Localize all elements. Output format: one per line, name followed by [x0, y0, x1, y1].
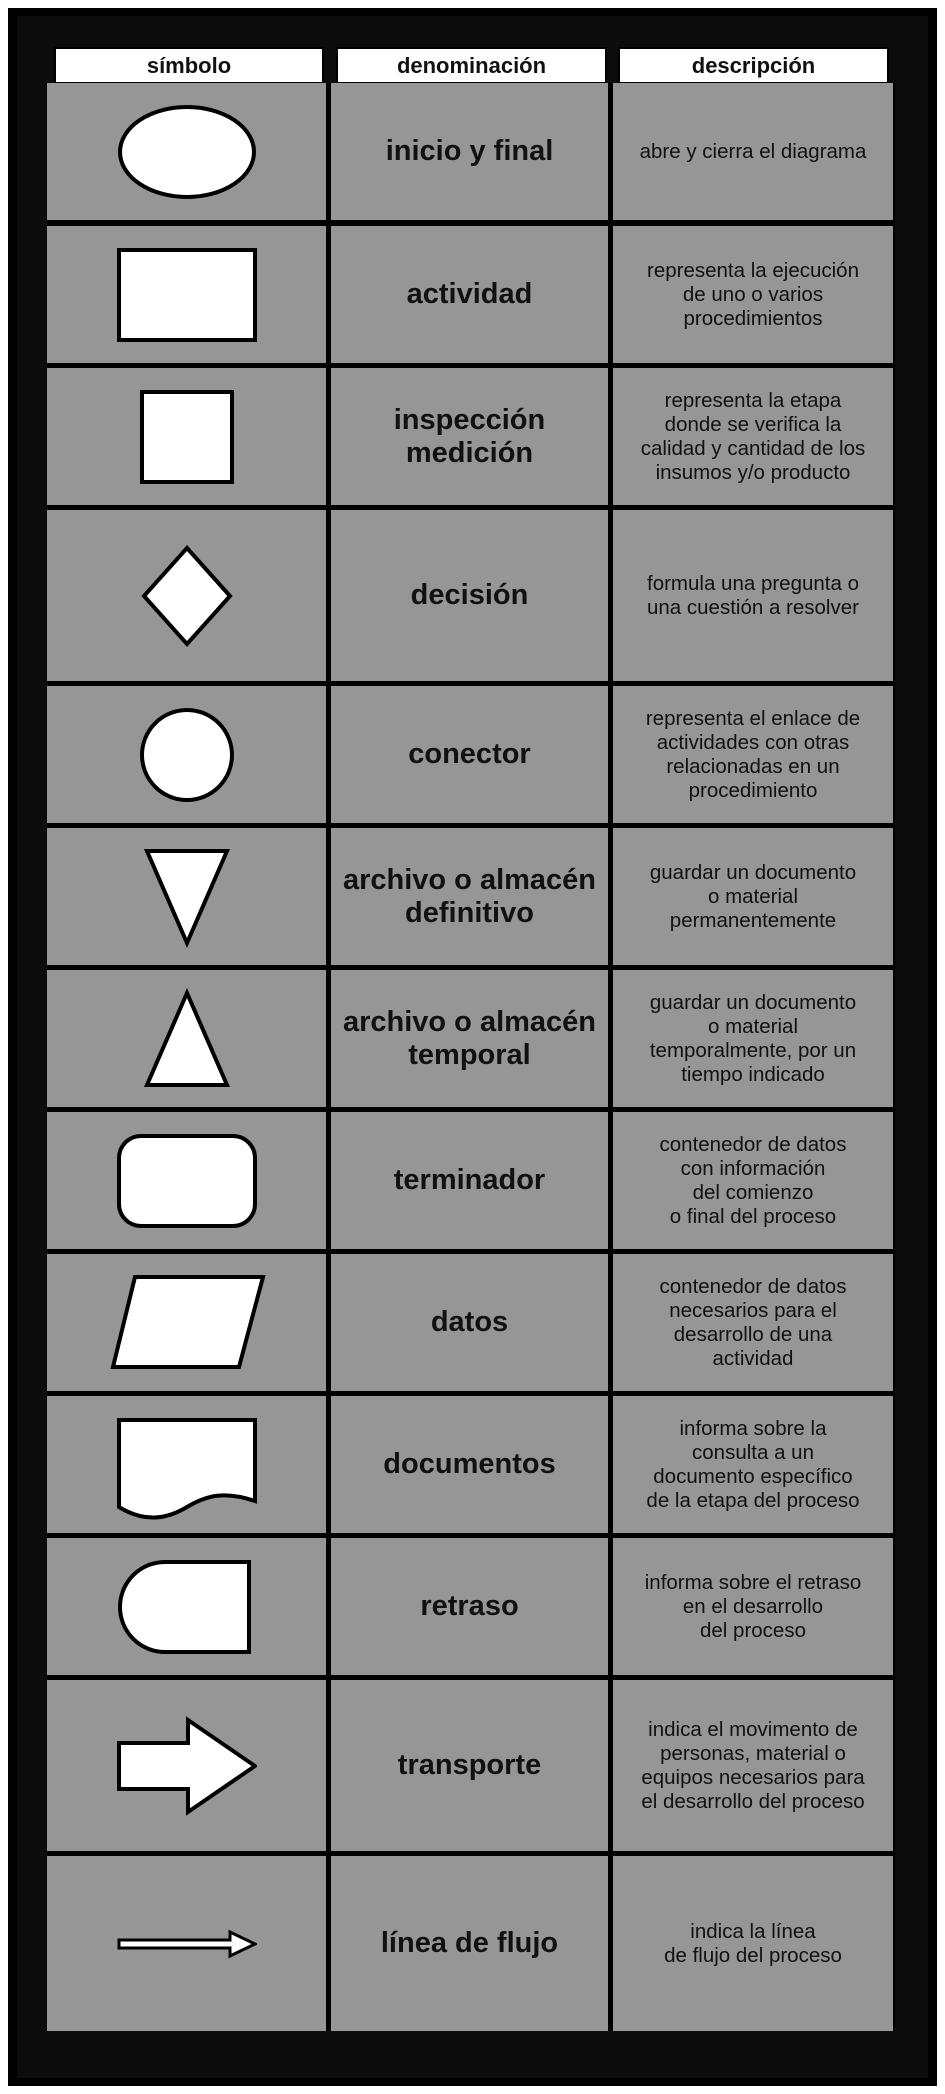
symbol-name: actividad	[406, 278, 533, 310]
description-cell	[613, 510, 893, 681]
name-cell	[331, 1856, 608, 2031]
symbol-description: indica el movimento de personas, material o equipos necesarios para el desarrollo del proceso	[641, 1717, 865, 1813]
name-cell	[331, 1680, 608, 1851]
symbol-name: conector	[408, 738, 531, 770]
symbol-description: informa sobre el retraso en el desarrollo del proceso	[644, 1570, 862, 1642]
symbol-description: representa la etapa donde se verifica la calidad y cantidad de los insumos y/o producto	[640, 388, 866, 484]
symbol-name: transporte	[397, 1749, 542, 1781]
symbol-name: documentos	[383, 1448, 556, 1480]
flow-line-arrow-icon	[117, 1874, 257, 2014]
symbol-description: contenedor de datos necesarios para el desarrollo de una actividad	[659, 1274, 847, 1370]
header-symbol: símbolo	[54, 47, 324, 84]
symbol-cell	[47, 226, 326, 363]
symbol-cell	[47, 970, 326, 1107]
symbol-description: representa el enlace de actividades con otras relacionadas en un procedimiento	[645, 706, 861, 802]
name-cell	[331, 1254, 608, 1391]
description-cell	[613, 1112, 893, 1249]
name-cell	[331, 83, 608, 220]
inverted-triangle-icon	[117, 827, 257, 967]
description-cell	[613, 970, 893, 1107]
symbol-name: datos	[430, 1306, 509, 1338]
description-cell	[613, 1396, 893, 1533]
description-cell	[613, 1856, 893, 2031]
delay-icon	[117, 1537, 257, 1677]
symbol-name: terminador	[393, 1164, 546, 1196]
symbol-description: contenedor de datos con información del comienzo o final del proceso	[659, 1132, 847, 1228]
symbol-cell	[47, 1856, 326, 2031]
symbol-description: informa sobre la consulta a un documento específico de la etapa del proceso	[646, 1416, 860, 1512]
parallelogram-icon	[107, 1253, 267, 1393]
symbol-cell	[47, 368, 326, 505]
name-cell	[331, 510, 608, 681]
symbol-description: representa la ejecución de uno o varios procedimientos	[647, 258, 859, 330]
symbol-name: inicio y final	[385, 135, 554, 167]
description-cell	[613, 368, 893, 505]
name-cell	[331, 226, 608, 363]
symbol-cell	[47, 1396, 326, 1533]
symbol-cell	[47, 1112, 326, 1249]
symbol-description: guardar un documento o material permanentemente	[649, 860, 857, 932]
symbol-name: archivo o almacén temporal	[342, 1005, 597, 1071]
description-cell	[613, 1680, 893, 1851]
header-name: denominación	[336, 47, 607, 84]
triangle-icon	[117, 969, 257, 1109]
symbol-cell	[47, 510, 326, 681]
name-cell	[331, 828, 608, 965]
name-cell	[331, 368, 608, 505]
name-cell	[331, 1538, 608, 1675]
description-cell	[613, 828, 893, 965]
name-cell	[331, 970, 608, 1107]
symbol-description: indica la línea de flujo del proceso	[664, 1919, 842, 1967]
symbol-cell	[47, 828, 326, 965]
symbol-name: línea de flujo	[380, 1927, 559, 1959]
square-icon	[117, 367, 257, 507]
symbol-cell	[47, 1254, 326, 1391]
document-icon	[117, 1395, 257, 1535]
symbol-table	[47, 83, 895, 2031]
circle-icon	[117, 685, 257, 825]
symbol-name: retraso	[420, 1590, 519, 1622]
symbol-cell	[47, 1680, 326, 1851]
name-cell	[331, 686, 608, 823]
symbol-name: inspección medición	[393, 403, 546, 469]
rounded-rectangle-icon	[117, 1111, 257, 1251]
name-cell	[331, 1396, 608, 1533]
description-cell	[613, 686, 893, 823]
diamond-icon	[117, 526, 257, 666]
header-description: descripción	[618, 47, 889, 84]
symbol-description: abre y cierra el diagrama	[639, 139, 867, 163]
symbol-cell	[47, 1538, 326, 1675]
oval-icon	[117, 82, 257, 222]
rectangle-icon	[117, 225, 257, 365]
description-cell	[613, 1254, 893, 1391]
symbol-description: guardar un documento o material temporalmente, por un tiempo indicado	[649, 990, 857, 1086]
description-cell	[613, 1538, 893, 1675]
symbol-name: decisión	[410, 579, 529, 611]
symbol-description: formula una pregunta o una cuestión a resolver	[647, 571, 859, 619]
description-cell	[613, 83, 893, 220]
symbol-cell	[47, 83, 326, 220]
name-cell	[331, 1112, 608, 1249]
symbol-cell	[47, 686, 326, 823]
symbol-name: archivo o almacén definitivo	[342, 863, 597, 929]
block-arrow-icon	[117, 1696, 257, 1836]
description-cell	[613, 226, 893, 363]
